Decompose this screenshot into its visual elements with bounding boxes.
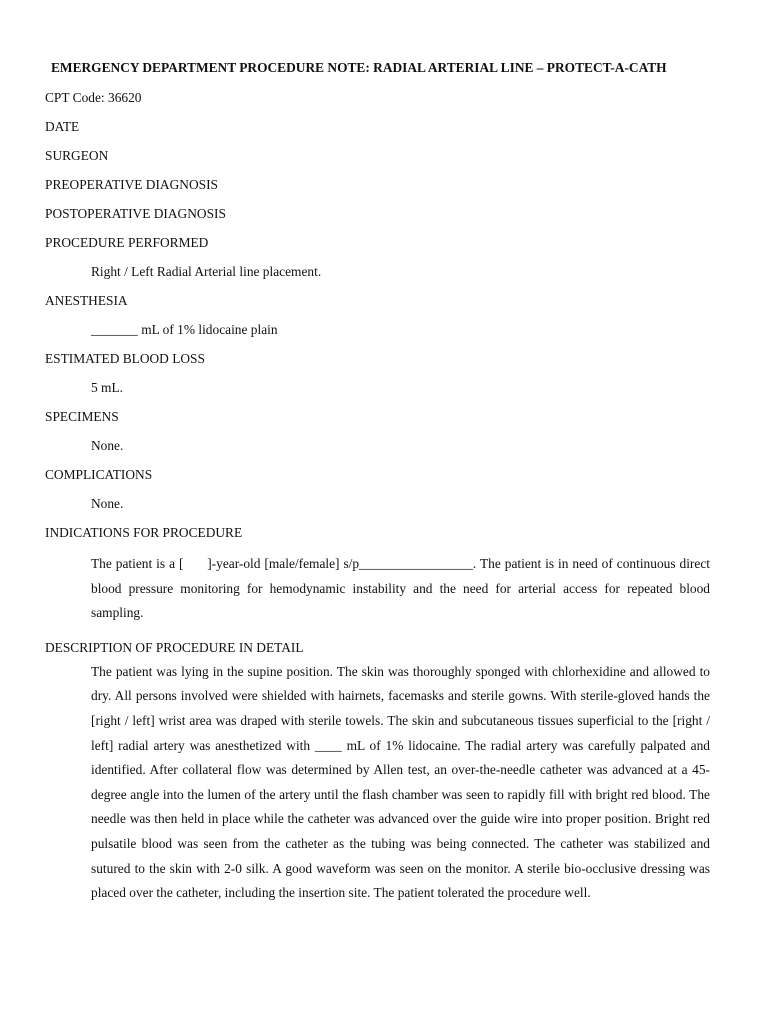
anesthesia-blank: _______ [91,322,138,337]
complications-heading: COMPLICATIONS [45,467,153,482]
cpt-code: CPT Code: 36620 [45,90,142,105]
indications-text: The patient is a [ ]-year-old [male/female] s/p_________________. The patient is in need of continuous direct blood pressure monitoring for hemodynamic instability and the need for arterial access for repeated blood sampling. [91,556,714,621]
description-heading: DESCRIPTION OF PROCEDURE IN DETAIL [45,639,304,655]
anesthesia-heading: ANESTHESIA [45,293,128,308]
description-text: The patient was lying in the supine position. The skin was thoroughly sponged with chlorhexidine and allowed to dry. All persons involved were shielded with hairnets, facemasks and sterile gowns. With sterile-gloved hands the [right / left] wrist area was draped with sterile towels. The skin and subcutaneous tissues superficial to the [right / left] radial artery was anesthetized with ____ mL of 1% lidocaine. The radial artery was carefully palpated and identified. After collateral flow was determined by Allen test, an over-the-needle catheter was advanced at a 45-degree angle into the lumen of the artery until the flash chamber was seen to rapidly fill with bright red blood. The needle was then held in place while the catheter was advanced over the guide wire into proper position. Bright red pulsatile blood was seen from the catheter as the tubing was being connected. The catheter was stabilized and sutured to the skin with 2-0 silk. A good waveform was seen on the monitor. A sterile bio-occlusive dressing was placed over the catheter, including the insertion site. The patient tolerated the procedure well. [91,663,710,901]
complications-text: None. [91,496,124,511]
date-heading: DATE [45,119,80,134]
anesthesia-line [91,320,710,339]
anesthesia-text: mL of 1% lidocaine plain [137,322,278,337]
procedure-performed-text: Right / Left Radial Arterial line placement. [91,264,322,279]
postoperative-diagnosis-heading: POSTOPERATIVE DIAGNOSIS [45,206,226,221]
surgeon-heading: SURGEON [45,148,109,163]
estimated-blood-loss-text: 5 mL. [91,380,123,395]
specimens-text: None. [91,438,124,453]
specimens-heading: SPECIMENS [45,409,119,424]
preoperative-diagnosis-heading: PREOPERATIVE DIAGNOSIS [45,177,218,192]
document-title: EMERGENCY DEPARTMENT PROCEDURE NOTE: RADIAL ARTERIAL LINE – PROTECT-A-CATH [51,60,667,75]
estimated-blood-loss-heading: ESTIMATED BLOOD LOSS [45,351,205,366]
procedure-performed-heading: PROCEDURE PERFORMED [45,235,209,250]
indications-heading: INDICATIONS FOR PROCEDURE [45,525,243,540]
